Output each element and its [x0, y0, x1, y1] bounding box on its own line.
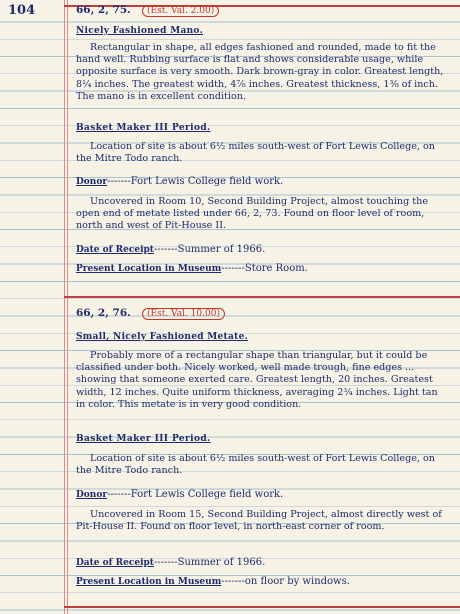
present-location-label: Present Location in Museum [76, 264, 222, 274]
margin-line [67, 0, 68, 614]
present-location-value: on floor by windows. [244, 576, 350, 587]
site-location: Location of site is about 6½ miles south-west of Fort Lewis College, on the Mitre Todo ranch. [76, 453, 435, 477]
artifact-title: Small, Nicely Fashioned Metate. [76, 332, 249, 342]
find-notes: Uncovered in Room 10, Second Building Project, almost touching the open end of metate listed under 66, 2, 73. Found on floor level of room, north and west of Pit-House II. [76, 196, 429, 232]
cultural-period: Basket Maker III Period. [76, 434, 211, 444]
page-number: 104 [8, 3, 36, 18]
present-location-value: Store Room. [244, 263, 308, 274]
site-location: Location of site is about 6½ miles south-west of Fort Lewis College, on the Mitre Todo ranch. [76, 141, 435, 165]
entry-header [76, 307, 225, 321]
date-label: Date of Receipt [76, 245, 154, 255]
catalog-number: 66, 2, 76. [76, 307, 131, 319]
find-notes: Uncovered in Room 15, Second Building Project, almost directly west of Pit-House II. Found on floor level, in north-east corner of room. [76, 509, 442, 533]
date-row: Date of Receipt-------Summer of 1966. [76, 557, 266, 568]
entry-divider [64, 606, 460, 608]
entry-header [76, 4, 219, 18]
estimated-value: (Est. Val. 10.00) [142, 308, 225, 320]
donor-value: Fort Lewis College field work. [130, 176, 284, 187]
date-row: Date of Receipt-------Summer of 1966. [76, 244, 266, 255]
date-value: Summer of 1966. [177, 557, 266, 568]
donor-value: Fort Lewis College field work. [130, 489, 284, 500]
entry-divider [64, 296, 460, 298]
date-label: Date of Receipt [76, 558, 154, 568]
margin-line [64, 0, 65, 614]
artifact-description: Probably more of a rectangular shape than triangular, but it could be classified under both. Nicely worked, well made trough, fine edges ... showing that someone exerted care. Greatest length, 20 inches. Greatest width, 12 inches. Quite uniform thickness, averaging 2¾ inches. Light tan in color. This metate is in very good condition. [76, 350, 438, 410]
cultural-period: Basket Maker III Period. [76, 123, 211, 133]
donor-row: Donor-------Fort Lewis College field work. [76, 176, 284, 187]
present-location-label: Present Location in Museum [76, 577, 222, 587]
artifact-title: Nicely Fashioned Mano. [76, 26, 204, 36]
artifact-description: Rectangular in shape, all edges fashioned and rounded, made to fit the hand well. Rubbing surface is flat and shows considerable usage, while opposite surface is very smooth. Dark brown-gray in color. Greatest length, 8¼ inches. The greatest width, 4⅞ inches. Greatest thickness, 1⅜ of inch. The mano is in excellent condition. [76, 42, 444, 102]
catalog-number: 66, 2, 75. [76, 4, 131, 16]
present-location-row: Present Location in Museum-------on floor by windows. [76, 576, 350, 587]
donor-label: Donor [76, 177, 108, 187]
date-value: Summer of 1966. [177, 244, 266, 255]
estimated-value: (Est. Val. 2.00) [142, 5, 219, 17]
donor-label: Donor [76, 490, 108, 500]
present-location-row: Present Location in Museum-------Store Room. [76, 263, 308, 274]
donor-row: Donor-------Fort Lewis College field work. [76, 489, 284, 500]
